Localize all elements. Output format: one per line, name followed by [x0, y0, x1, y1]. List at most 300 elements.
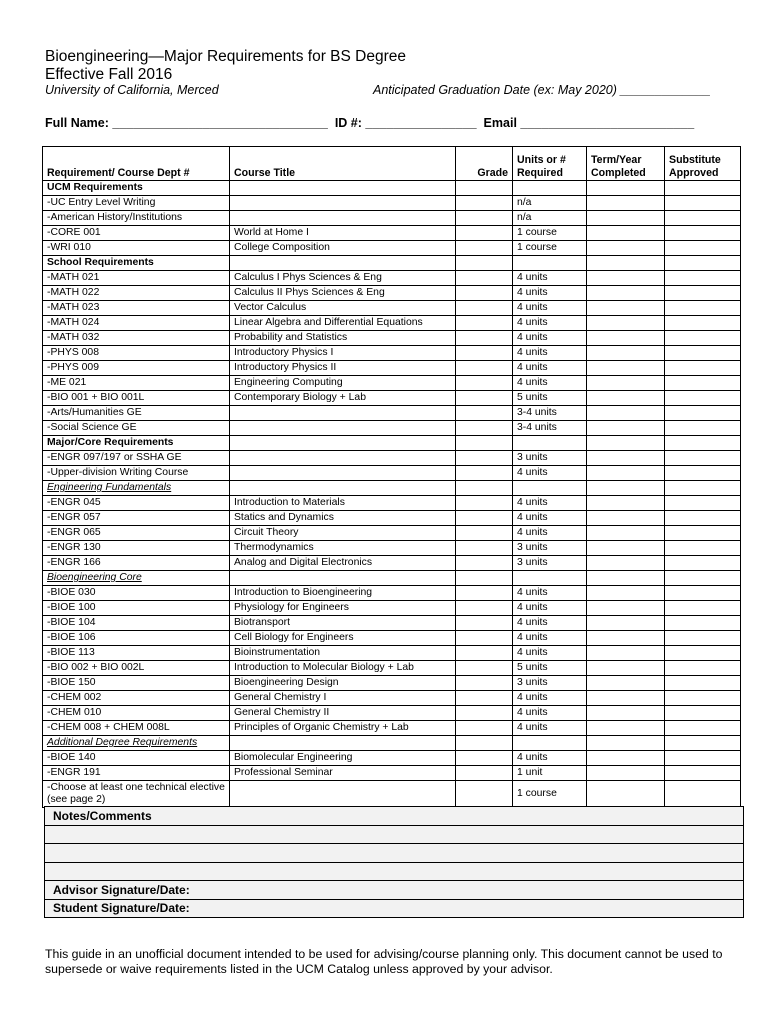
substitute-cell[interactable]	[665, 256, 741, 271]
substitute-cell[interactable]	[665, 721, 741, 736]
table-row	[43, 316, 741, 331]
requirements-body	[43, 181, 741, 808]
table-row	[43, 196, 741, 211]
table-row	[43, 586, 741, 601]
section-row	[43, 436, 741, 451]
substitute-cell[interactable]	[665, 706, 741, 721]
substitute-cell[interactable]	[665, 361, 741, 376]
university-name: University of California, Merced	[45, 83, 219, 97]
grade-cell[interactable]	[456, 511, 513, 526]
units-cell: 4 units	[513, 331, 587, 346]
substitute-cell[interactable]	[665, 421, 741, 436]
units-cell: 1 unit	[513, 766, 587, 781]
term-year-cell[interactable]	[587, 346, 665, 361]
term-year-cell[interactable]	[587, 691, 665, 706]
course-title-cell	[230, 436, 456, 451]
requirement-cell: -BIOE 150	[43, 676, 230, 691]
grade-cell[interactable]	[456, 391, 513, 406]
course-title-cell: Contemporary Biology + Lab	[230, 391, 456, 406]
notes-line[interactable]	[45, 862, 744, 881]
table-row	[43, 766, 741, 781]
table-row	[43, 631, 741, 646]
substitute-cell[interactable]	[665, 241, 741, 256]
course-title-cell: Cell Biology for Engineers	[230, 631, 456, 646]
requirement-cell: -Social Science GE	[43, 421, 230, 436]
table-row	[43, 346, 741, 361]
course-title-cell	[230, 481, 456, 496]
course-title-cell: College Composition	[230, 241, 456, 256]
term-year-cell[interactable]	[587, 376, 665, 391]
subsection-row	[43, 571, 741, 586]
course-title-cell: Circuit Theory	[230, 526, 456, 541]
term-year-cell[interactable]	[587, 736, 665, 751]
grade-cell[interactable]	[456, 181, 513, 196]
course-title-cell	[230, 406, 456, 421]
substitute-cell[interactable]	[665, 346, 741, 361]
table-row	[43, 331, 741, 346]
requirement-cell: -BIOE 113	[43, 646, 230, 661]
table-row	[43, 286, 741, 301]
units-cell: 4 units	[513, 706, 587, 721]
units-cell: 4 units	[513, 286, 587, 301]
course-title-cell: Biotransport	[230, 616, 456, 631]
requirement-cell: -BIOE 030	[43, 586, 230, 601]
term-year-cell[interactable]	[587, 211, 665, 226]
substitute-cell[interactable]	[665, 391, 741, 406]
table-row	[43, 511, 741, 526]
substitute-cell[interactable]	[665, 631, 741, 646]
anticipated-graduation-field[interactable]: Anticipated Graduation Date (ex: May 2020) _____________	[373, 83, 711, 97]
table-row	[43, 211, 741, 226]
units-cell: 4 units	[513, 466, 587, 481]
requirement-cell: -ENGR 065	[43, 526, 230, 541]
grade-cell[interactable]	[456, 541, 513, 556]
table-row	[43, 406, 741, 421]
table-row	[43, 226, 741, 241]
term-year-cell[interactable]	[587, 481, 665, 496]
grade-cell[interactable]	[456, 526, 513, 541]
substitute-cell[interactable]	[665, 196, 741, 211]
section-heading: School Requirements	[43, 256, 230, 271]
units-cell: 4 units	[513, 376, 587, 391]
course-title-cell: Statics and Dynamics	[230, 511, 456, 526]
term-year-cell[interactable]	[587, 466, 665, 481]
requirement-cell: -MATH 022	[43, 286, 230, 301]
units-cell: 5 units	[513, 661, 587, 676]
units-cell: 4 units	[513, 511, 587, 526]
notes-label: Notes/Comments	[45, 807, 744, 826]
grade-cell[interactable]	[456, 211, 513, 226]
term-year-cell[interactable]	[587, 511, 665, 526]
substitute-cell[interactable]	[665, 676, 741, 691]
term-year-cell[interactable]	[587, 226, 665, 241]
term-year-cell[interactable]	[587, 496, 665, 511]
term-year-cell[interactable]	[587, 181, 665, 196]
units-cell: 3 units	[513, 556, 587, 571]
course-title-cell: Calculus II Phys Sciences & Eng	[230, 286, 456, 301]
course-title-cell: Analog and Digital Electronics	[230, 556, 456, 571]
course-title-cell: Introduction to Molecular Biology + Lab	[230, 661, 456, 676]
section-row	[43, 181, 741, 196]
term-year-cell[interactable]	[587, 301, 665, 316]
course-title-cell: Introduction to Materials	[230, 496, 456, 511]
col-units: Units or # Required	[513, 147, 587, 181]
requirement-cell: -Choose at least one technical elective (see page 2)	[43, 781, 230, 808]
requirement-cell: -PHYS 008	[43, 346, 230, 361]
requirement-cell: -BIOE 104	[43, 616, 230, 631]
grade-cell[interactable]	[456, 586, 513, 601]
units-cell: 4 units	[513, 751, 587, 766]
substitute-cell[interactable]	[665, 466, 741, 481]
substitute-cell[interactable]	[665, 751, 741, 766]
table-header-row	[43, 147, 741, 181]
units-cell: 4 units	[513, 646, 587, 661]
grade-cell[interactable]	[456, 736, 513, 751]
course-title-cell	[230, 571, 456, 586]
course-title-cell: Introductory Physics I	[230, 346, 456, 361]
requirement-cell: -BIOE 140	[43, 751, 230, 766]
units-cell: n/a	[513, 196, 587, 211]
term-year-cell[interactable]	[587, 241, 665, 256]
term-year-cell[interactable]	[587, 391, 665, 406]
term-year-cell[interactable]	[587, 556, 665, 571]
advisor-signature[interactable]: Advisor Signature/Date:	[45, 881, 744, 900]
substitute-cell[interactable]	[665, 556, 741, 571]
term-year-cell[interactable]	[587, 406, 665, 421]
requirement-cell: -PHYS 009	[43, 361, 230, 376]
table-row	[43, 661, 741, 676]
course-title-cell	[230, 781, 456, 808]
substitute-cell[interactable]	[665, 481, 741, 496]
grade-cell[interactable]	[456, 766, 513, 781]
table-row	[43, 781, 741, 808]
course-title-cell	[230, 451, 456, 466]
course-title-cell: Bioengineering Design	[230, 676, 456, 691]
units-cell: 5 units	[513, 391, 587, 406]
substitute-cell[interactable]	[665, 766, 741, 781]
units-cell	[513, 571, 587, 586]
course-title-cell: Probability and Statistics	[230, 331, 456, 346]
student-signature[interactable]: Student Signature/Date:	[45, 899, 744, 918]
notes-table	[44, 806, 744, 918]
term-year-cell[interactable]	[587, 751, 665, 766]
grade-cell[interactable]	[456, 421, 513, 436]
substitute-cell[interactable]	[665, 376, 741, 391]
requirement-cell: -BIOE 100	[43, 601, 230, 616]
grade-cell[interactable]	[456, 226, 513, 241]
units-cell	[513, 436, 587, 451]
subsection-row	[43, 481, 741, 496]
term-year-cell[interactable]	[587, 451, 665, 466]
units-cell: 4 units	[513, 346, 587, 361]
term-year-cell[interactable]	[587, 421, 665, 436]
units-cell: 3 units	[513, 676, 587, 691]
grade-cell[interactable]	[456, 616, 513, 631]
substitute-cell[interactable]	[665, 496, 741, 511]
table-row	[43, 301, 741, 316]
page-title: Bioengineering—Major Requirements for BS Degree	[45, 48, 406, 65]
term-year-cell[interactable]	[587, 436, 665, 451]
substitute-cell[interactable]	[665, 406, 741, 421]
substitute-cell[interactable]	[665, 451, 741, 466]
table-row	[43, 451, 741, 466]
student-info-fields[interactable]: Full Name: _______________________________ ID #: ________________ Email _________________________	[45, 116, 695, 130]
course-title-cell: Bioinstrumentation	[230, 646, 456, 661]
table-row	[43, 376, 741, 391]
substitute-cell[interactable]	[665, 331, 741, 346]
requirement-cell: -MATH 021	[43, 271, 230, 286]
section-heading: UCM Requirements	[43, 181, 230, 196]
table-row	[43, 676, 741, 691]
requirement-cell: -ENGR 057	[43, 511, 230, 526]
requirement-cell: -CHEM 002	[43, 691, 230, 706]
course-title-cell	[230, 736, 456, 751]
course-title-cell: World at Home I	[230, 226, 456, 241]
col-substitute: Substitute Approved	[665, 147, 741, 181]
course-title-cell: Physiology for Engineers	[230, 601, 456, 616]
grade-cell[interactable]	[456, 316, 513, 331]
grade-cell[interactable]	[456, 481, 513, 496]
units-cell: 4 units	[513, 586, 587, 601]
table-row	[43, 391, 741, 406]
grade-cell[interactable]	[456, 691, 513, 706]
course-title-cell: Vector Calculus	[230, 301, 456, 316]
requirement-cell: -ENGR 045	[43, 496, 230, 511]
requirement-cell: -CORE 001	[43, 226, 230, 241]
col-course-title: Course Title	[230, 147, 456, 181]
table-row	[43, 526, 741, 541]
term-year-cell[interactable]	[587, 526, 665, 541]
course-title-cell: Linear Algebra and Differential Equations	[230, 316, 456, 331]
requirement-cell: -American History/Institutions	[43, 211, 230, 226]
grade-cell[interactable]	[456, 451, 513, 466]
subsection-heading: Engineering Fundamentals	[43, 481, 230, 496]
col-requirement: Requirement/ Course Dept #	[43, 147, 230, 181]
units-cell: 4 units	[513, 361, 587, 376]
table-row	[43, 496, 741, 511]
units-cell: n/a	[513, 211, 587, 226]
term-year-cell[interactable]	[587, 316, 665, 331]
grade-cell[interactable]	[456, 436, 513, 451]
units-cell: 4 units	[513, 271, 587, 286]
term-year-cell[interactable]	[587, 331, 665, 346]
subsection-heading: Additional Degree Requirements	[43, 736, 230, 751]
table-row	[43, 241, 741, 256]
table-row	[43, 706, 741, 721]
term-year-cell[interactable]	[587, 586, 665, 601]
units-cell: 4 units	[513, 601, 587, 616]
grade-cell[interactable]	[456, 196, 513, 211]
table-row	[43, 601, 741, 616]
course-title-cell	[230, 256, 456, 271]
units-cell	[513, 256, 587, 271]
substitute-cell[interactable]	[665, 616, 741, 631]
units-cell: 3 units	[513, 541, 587, 556]
term-year-cell[interactable]	[587, 256, 665, 271]
substitute-cell[interactable]	[665, 586, 741, 601]
requirements-table	[42, 146, 741, 808]
notes-line[interactable]	[45, 825, 744, 844]
units-cell	[513, 481, 587, 496]
grade-cell[interactable]	[456, 256, 513, 271]
course-title-cell: Biomolecular Engineering	[230, 751, 456, 766]
substitute-cell[interactable]	[665, 661, 741, 676]
table-row	[43, 616, 741, 631]
grade-cell[interactable]	[456, 271, 513, 286]
course-title-cell: Introductory Physics II	[230, 361, 456, 376]
table-row	[43, 466, 741, 481]
table-row	[43, 646, 741, 661]
grade-cell[interactable]	[456, 706, 513, 721]
requirement-cell: -Upper-division Writing Course	[43, 466, 230, 481]
grade-cell[interactable]	[456, 631, 513, 646]
term-year-cell[interactable]	[587, 661, 665, 676]
grade-cell[interactable]	[456, 721, 513, 736]
grade-cell[interactable]	[456, 496, 513, 511]
term-year-cell[interactable]	[587, 766, 665, 781]
table-row	[43, 421, 741, 436]
units-cell: 4 units	[513, 616, 587, 631]
requirement-cell: -Arts/Humanities GE	[43, 406, 230, 421]
substitute-cell[interactable]	[665, 526, 741, 541]
course-title-cell: General Chemistry II	[230, 706, 456, 721]
substitute-cell[interactable]	[665, 511, 741, 526]
course-title-cell	[230, 421, 456, 436]
units-cell: 1 course	[513, 781, 587, 808]
requirement-cell: -BIO 001 + BIO 001L	[43, 391, 230, 406]
term-year-cell[interactable]	[587, 676, 665, 691]
table-row	[43, 541, 741, 556]
notes-line[interactable]	[45, 844, 744, 863]
section-row	[43, 256, 741, 271]
course-title-cell	[230, 466, 456, 481]
table-row	[43, 556, 741, 571]
term-year-cell[interactable]	[587, 631, 665, 646]
course-title-cell: General Chemistry I	[230, 691, 456, 706]
substitute-cell[interactable]	[665, 646, 741, 661]
units-cell: 1 course	[513, 241, 587, 256]
grade-cell[interactable]	[456, 331, 513, 346]
requirement-cell: -WRI 010	[43, 241, 230, 256]
table-row	[43, 271, 741, 286]
term-year-cell[interactable]	[587, 286, 665, 301]
course-title-cell	[230, 211, 456, 226]
grade-cell[interactable]	[456, 376, 513, 391]
substitute-cell[interactable]	[665, 781, 741, 808]
grade-cell[interactable]	[456, 301, 513, 316]
term-year-cell[interactable]	[587, 721, 665, 736]
term-year-cell[interactable]	[587, 706, 665, 721]
term-year-cell[interactable]	[587, 601, 665, 616]
course-title-cell	[230, 181, 456, 196]
units-cell: 3-4 units	[513, 421, 587, 436]
requirement-cell: -MATH 024	[43, 316, 230, 331]
grade-cell[interactable]	[456, 571, 513, 586]
term-year-cell[interactable]	[587, 571, 665, 586]
grade-cell[interactable]	[456, 406, 513, 421]
substitute-cell[interactable]	[665, 436, 741, 451]
substitute-cell[interactable]	[665, 691, 741, 706]
grade-cell[interactable]	[456, 466, 513, 481]
grade-cell[interactable]	[456, 646, 513, 661]
term-year-cell[interactable]	[587, 616, 665, 631]
table-row	[43, 361, 741, 376]
substitute-cell[interactable]	[665, 286, 741, 301]
requirement-cell: -BIO 002 + BIO 002L	[43, 661, 230, 676]
section-heading: Major/Core Requirements	[43, 436, 230, 451]
grade-cell[interactable]	[456, 751, 513, 766]
units-cell: 4 units	[513, 496, 587, 511]
units-cell: 4 units	[513, 316, 587, 331]
term-year-cell[interactable]	[587, 196, 665, 211]
course-title-cell: Thermodynamics	[230, 541, 456, 556]
requirement-cell: -ENGR 166	[43, 556, 230, 571]
grade-cell[interactable]	[456, 286, 513, 301]
requirement-cell: -MATH 032	[43, 331, 230, 346]
table-row	[43, 721, 741, 736]
term-year-cell[interactable]	[587, 646, 665, 661]
requirement-cell: -ENGR 097/197 or SSHA GE	[43, 451, 230, 466]
col-term-year: Term/Year Completed	[587, 147, 665, 181]
substitute-cell[interactable]	[665, 601, 741, 616]
substitute-cell[interactable]	[665, 541, 741, 556]
grade-cell[interactable]	[456, 346, 513, 361]
subsection-heading: Bioengineering Core	[43, 571, 230, 586]
units-cell: 3 units	[513, 451, 587, 466]
term-year-cell[interactable]	[587, 361, 665, 376]
substitute-cell[interactable]	[665, 226, 741, 241]
grade-cell[interactable]	[456, 781, 513, 808]
substitute-cell[interactable]	[665, 181, 741, 196]
substitute-cell[interactable]	[665, 301, 741, 316]
grade-cell[interactable]	[456, 556, 513, 571]
grade-cell[interactable]	[456, 241, 513, 256]
grade-cell[interactable]	[456, 661, 513, 676]
course-title-cell: Calculus I Phys Sciences & Eng	[230, 271, 456, 286]
requirement-cell: -CHEM 008 + CHEM 008L	[43, 721, 230, 736]
disclaimer: This guide in an unofficial document intended to be used for advising/course planning only. This document cannot be used to supersede or waive requirements listed in the UCM Catalog unless approved by your advisor.	[45, 947, 723, 976]
units-cell: 4 units	[513, 301, 587, 316]
grade-cell[interactable]	[456, 676, 513, 691]
substitute-cell[interactable]	[665, 316, 741, 331]
course-title-cell: Engineering Computing	[230, 376, 456, 391]
substitute-cell[interactable]	[665, 571, 741, 586]
units-cell: 1 course	[513, 226, 587, 241]
requirement-cell: -ME 021	[43, 376, 230, 391]
requirement-cell: -BIOE 106	[43, 631, 230, 646]
term-year-cell[interactable]	[587, 541, 665, 556]
units-cell: 4 units	[513, 721, 587, 736]
grade-cell[interactable]	[456, 601, 513, 616]
effective-date: Effective Fall 2016	[45, 66, 173, 83]
grade-cell[interactable]	[456, 361, 513, 376]
term-year-cell[interactable]	[587, 271, 665, 286]
units-cell: 4 units	[513, 691, 587, 706]
units-cell: 3-4 units	[513, 406, 587, 421]
units-cell: 4 units	[513, 526, 587, 541]
units-cell	[513, 181, 587, 196]
col-grade: Grade	[456, 147, 513, 181]
requirement-cell: -UC Entry Level Writing	[43, 196, 230, 211]
substitute-cell[interactable]	[665, 211, 741, 226]
substitute-cell[interactable]	[665, 736, 741, 751]
course-title-cell	[230, 196, 456, 211]
table-row	[43, 751, 741, 766]
requirement-cell: -ENGR 191	[43, 766, 230, 781]
requirement-cell: -MATH 023	[43, 301, 230, 316]
term-year-cell[interactable]	[587, 781, 665, 808]
substitute-cell[interactable]	[665, 271, 741, 286]
